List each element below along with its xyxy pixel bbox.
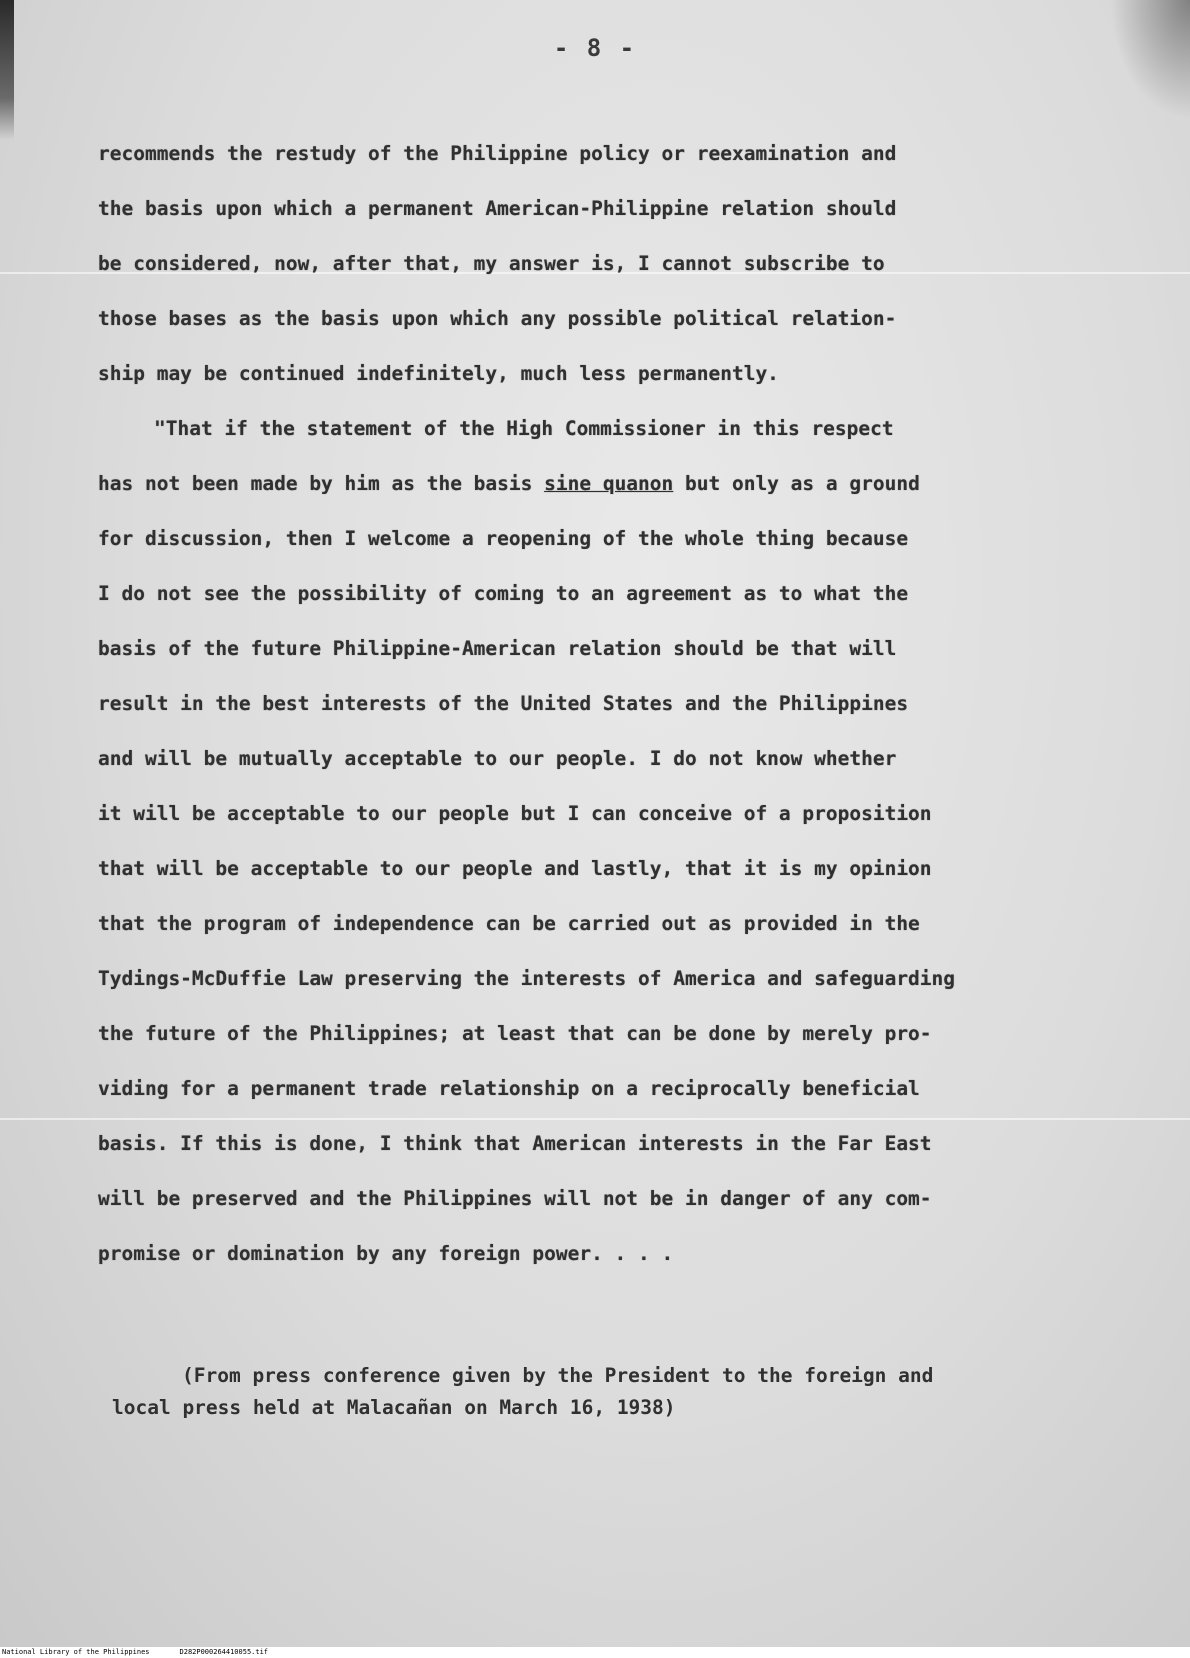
- text-line: that will be acceptable to our people and lastly, that it is my opinion: [98, 857, 932, 880]
- text-line: promise or domination by any foreign power. . . .: [98, 1242, 674, 1265]
- text-line: ship may be continued indefinitely, much less permanently.: [98, 362, 779, 385]
- text-line: for discussion, then I welcome a reopening of the whole thing because: [98, 527, 909, 550]
- text-line: Tydings-McDuffie Law preserving the interests of America and safeguarding: [98, 967, 956, 990]
- text-line: be considered, now, after that, my answer is, I cannot subscribe to: [98, 252, 885, 275]
- underlined-phrase: sine quanon: [544, 472, 674, 495]
- text-line: [98, 468, 1098, 523]
- attribution-line: (From press conference given by the President to the foreign and: [182, 1364, 934, 1387]
- page-number: - 8 -: [553, 34, 637, 62]
- file-name: D282P000264410055.tif: [179, 1648, 269, 1656]
- text-line: will be preserved and the Philippines will not be in danger of any com-: [98, 1187, 932, 1210]
- text-segment: has not been made by him as the basis: [98, 472, 545, 495]
- text-line: result in the best interests of the United States and the Philippines: [98, 692, 909, 715]
- text-line: basis. If this is done, I think that American interests in the Far East: [98, 1132, 932, 1155]
- text-line: and will be mutually acceptable to our people. I do not know whether: [98, 747, 897, 770]
- scan-footer: [0, 1647, 1190, 1658]
- text-line: the basis upon which a permanent American-Philippine relation should: [98, 197, 897, 220]
- body-text: [98, 138, 1098, 1293]
- library-credit: National Library of the Philippines: [2, 1648, 150, 1656]
- text-line: I do not see the possibility of coming to an agreement as to what the: [98, 582, 909, 605]
- attribution: [112, 1360, 1112, 1424]
- text-line: recommends the restudy of the Philippine policy or reexamination and: [98, 142, 897, 165]
- text-line: those bases as the basis upon which any possible political relation-: [98, 307, 897, 330]
- text-line: "That if the statement of the High Commissioner in this respect: [154, 417, 894, 440]
- text-line: basis of the future Philippine-American relation should be that will: [98, 637, 897, 660]
- text-segment: but only as a ground: [673, 472, 920, 495]
- text-line: viding for a permanent trade relationship on a reciprocally beneficial: [98, 1077, 920, 1100]
- text-line: it will be acceptable to our people but I can conceive of a proposition: [98, 802, 932, 825]
- text-line: the future of the Philippines; at least that can be done by merely pro-: [98, 1022, 932, 1045]
- attribution-line: local press held at Malacañan on March 16, 1938): [112, 1396, 676, 1419]
- text-line: that the program of independence can be carried out as provided in the: [98, 912, 920, 935]
